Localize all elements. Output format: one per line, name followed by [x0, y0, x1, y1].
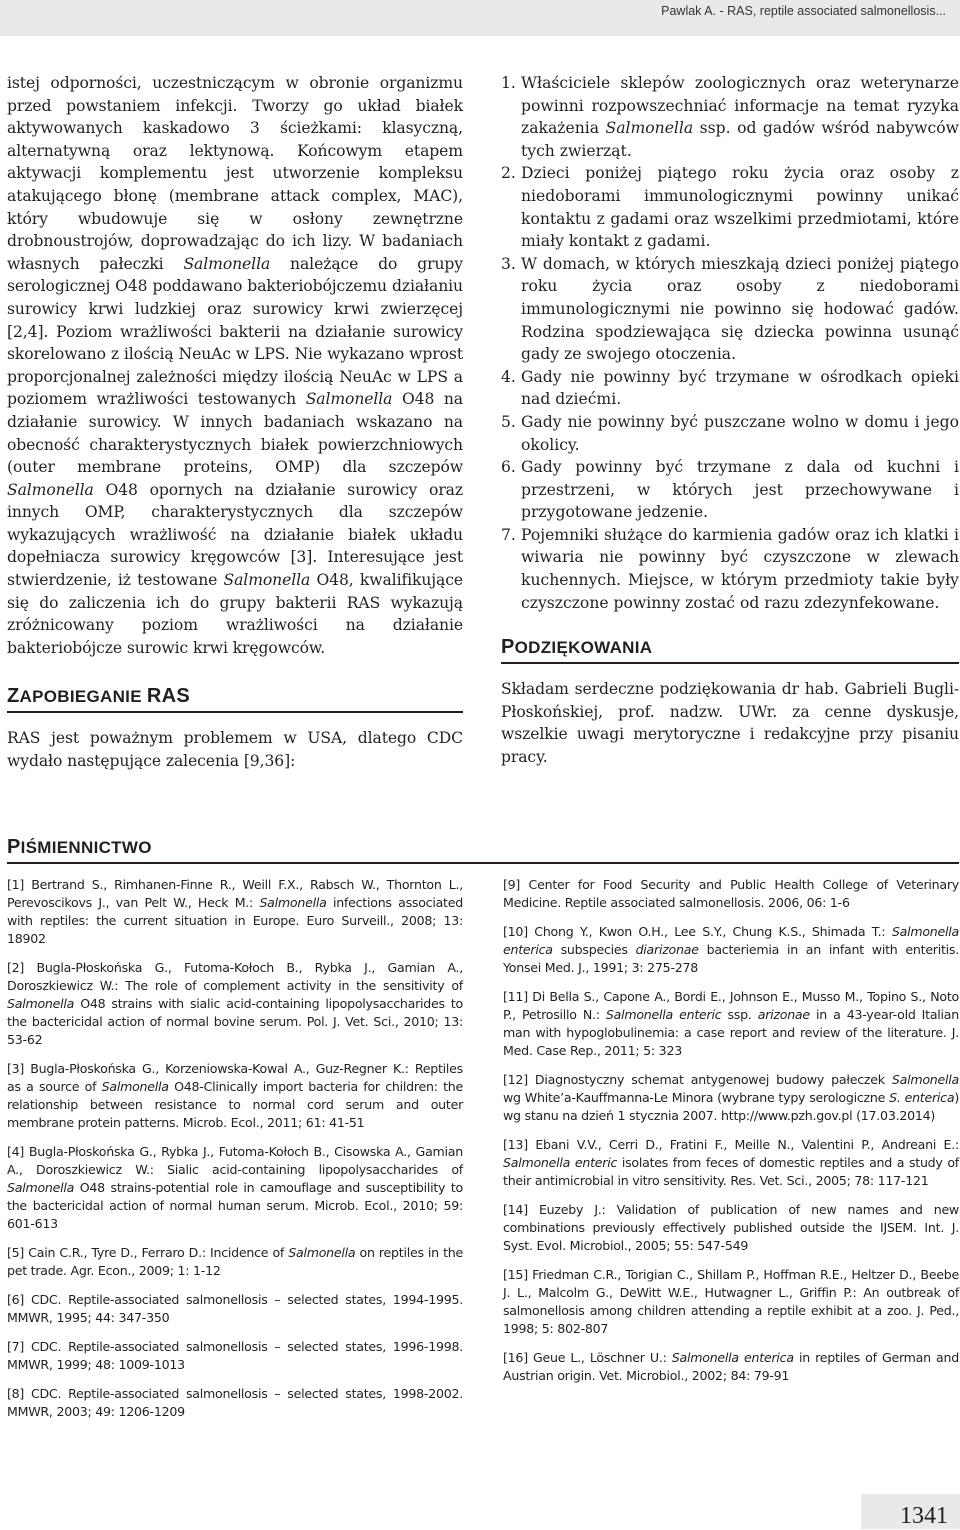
- recommendation-number: 3.: [501, 254, 516, 273]
- recommendation-text: Gady nie powinny być trzymane w ośrodkach opieki nad dziećmi.: [521, 367, 959, 409]
- reference-entry: [3] Bugla-Płoskońska G., Korzeniowska-Kowal A., Guz-Regner K.: Reptiles as a source of Salmonella O48-Clinically import bacteria for children: the relationship between resistance to normal cord serum and outer membrane protein patterns. Microb. Ecol., 2011; 61: 41-51: [7, 1061, 463, 1130]
- reference-entry: [2] Bugla-Płoskońska G., Futoma-Kołoch B., Rybka J., Gamian A., Doroszkiewicz W.: The role of complement activity in the sensitivity of Salmonella O48 strains with sialic acid-containing lipopolysaccharides to the bactericidal action of normal bovine serum. Pol. J. Vet. Sci., 2010; 13: 53-62: [7, 960, 463, 1047]
- reference-entry: [12] Diagnostyczny schemat antygenowej budowy pałeczek Salmonella wg White’a-Kauffmanna-Le Minora (wybrane typy serologiczne S. enterica) wg stanu na dzień 1 stycznia 2007. http://www.pzh.gov.pl (17.03.2014): [503, 1072, 959, 1123]
- recommendation-text: Właściciele sklepów zoologicznych oraz weterynarze powinni rozpowszechniać informacje na temat ryzyka zakażenia Salmonella ssp. od gadów wśród nabywców tych zwierząt.: [521, 74, 959, 160]
- recommendations-list: [501, 72, 959, 614]
- recommendation-text: Gady nie powinny być puszczane wolno w domu i jego okolicy.: [521, 412, 959, 454]
- reference-entry: [1] Bertrand S., Rimhanen-Finne R., Weill F.X., Rabsch W., Thornton L., Perevoscikovs J., van Pelt W., Heck M.: Salmonella infections associated with reptiles: the current situation in Europe. Euro Surveill., 2008; 13: 18902: [7, 877, 463, 946]
- running-header: [0, 0, 960, 36]
- recommendation-item: [501, 72, 959, 162]
- recommendation-item: [501, 162, 959, 252]
- reference-entry: [13] Ebani V.V., Cerri D., Fratini F., Meille N., Valentini P., Andreani E.: Salmonella enteric isolates from feces of domestic reptiles and a study of their antimicrobial in vitro sensitivity. Res. Vet. Sci., 2005; 78: 117-121: [503, 1137, 959, 1188]
- references-left-column: [7, 876, 463, 1432]
- recommendation-number: 7.: [501, 525, 516, 544]
- reference-entry: [7] CDC. Reptile-associated salmonellosis – selected states, 1996-1998. MMWR, 1999; 48: 1009-1013: [7, 1339, 463, 1372]
- section-rule: [7, 862, 959, 864]
- recommendation-number: 2.: [501, 164, 516, 183]
- recommendation-item: [501, 366, 959, 411]
- reference-entry: [9] Center for Food Security and Public Health College of Veterinary Medicine. Reptile associated salmonellosis. 2006, 06: 1-6: [503, 877, 959, 910]
- reference-entry: [16] Geue L., Löschner U.: Salmonella enterica in reptiles of German and Austrian origin. Vet. Microbiol., 2002; 84: 79-91: [503, 1350, 959, 1383]
- reference-entry: [10] Chong Y., Kwon O.H., Lee S.Y., Chung K.S., Shimada T.: Salmonella enterica subspecies diarizonae bacteriemia in an infant with enteritis. Yonsei Med. J., 1991; 3: 275-278: [503, 924, 959, 975]
- recommendation-text: W domach, w których mieszkają dzieci poniżej piątego roku życia oraz osoby z niedoborami immunologicznymi nie powinno się hodować gadów. Rodzina spodziewająca się dziecka powinna usunąć gady ze swojego otoczenia.: [521, 254, 959, 364]
- references-heading: PIŚMIENNICTWO: [7, 836, 152, 858]
- reference-entry: [14] Euzeby J.: Validation of publication of new names and new combinations previously effectively published outside the IJSEM. Int. J. Syst. Evol. Microbiol., 2005; 55: 547-549: [503, 1202, 959, 1253]
- references-right-column: [503, 876, 959, 1396]
- recommendation-number: 1.: [501, 74, 516, 92]
- reference-entry: [15] Friedman C.R., Torigian C., Shillam P., Hoffman R.E., Heltzer D., Beebe J. L., Malcolm G., DeWitt W.E., Hutwagner L., Griffin P.: An outbreak of salmonellosis among children attending a reptile exhibit at a zoo. J. Ped., 1998; 5: 802-807: [503, 1267, 959, 1336]
- recommendation-number: 4.: [501, 367, 516, 386]
- references-heading-block: [7, 836, 959, 864]
- recommendation-item: [501, 253, 959, 366]
- recommendation-number: 6.: [501, 458, 516, 477]
- reference-entry: [4] Bugla-Płoskońska G., Rybka J., Futoma-Kołoch B., Cisowska A., Gamian A., Doroszkiewicz W.: Sialic acid-containing lipopolysaccharides of Salmonella O48 strains-potential role in camouflage and susceptibility to the bactericidal action of normal human serum. Microb. Ecol., 2010; 59: 601-613: [7, 1144, 463, 1231]
- reference-entry: [8] CDC. Reptile-associated salmonellosis – selected states, 1998-2002. MMWR, 2003; 49: 1206-1209: [7, 1386, 463, 1419]
- recommendation-number: 5.: [501, 412, 516, 431]
- right-column: [501, 72, 959, 769]
- recommendation-text: Dzieci poniżej piątego roku życia oraz osoby z niedoborami immunologicznymi powinny unikać kontaktu z gadami oraz wszelkimi przedmiotami, które miały kontakt z gadami.: [521, 164, 959, 251]
- left-column: [7, 72, 463, 773]
- body-paragraph-ras: RAS jest poważnym problemem w USA, dlatego CDC wydało następujące zalecenia [9,36]:: [7, 729, 463, 771]
- recommendation-text: Pojemniki służące do karmienia gadów oraz ich klatki i wiwaria nie powinny być czyszczone w zlewach kuchennych. Miejsce, w którym przedmioty takie były czyszczone powinny zostać od razu zdezynfekowane.: [521, 525, 959, 612]
- recommendation-text: Gady powinny być trzymane z dala od kuchni i przestrzeni, w których jest przechowywane i przygotowane jedzenie.: [521, 458, 959, 522]
- section-heading-podziekowania: PODZIĘKOWANIA: [501, 636, 653, 659]
- recommendation-item: [501, 411, 959, 456]
- page-number: 1341: [900, 1503, 948, 1529]
- reference-entry: [5] Cain C.R., Tyre D., Ferraro D.: Incidence of Salmonella on reptiles in the pet trade. Agr. Econ., 2009; 1: 1-12: [7, 1245, 463, 1278]
- recommendation-item: [501, 524, 959, 614]
- running-title: Pawlak A. - RAS, reptile associated salmonellosis...: [661, 4, 946, 18]
- section-heading-zapobieganie: ZAPOBIEGANIE RAS: [7, 685, 191, 708]
- reference-entry: [6] CDC. Reptile-associated salmonellosis – selected states, 1994-1995. MMWR, 1995; 44: 347-350: [7, 1292, 463, 1325]
- reference-entry: [11] Di Bella S., Capone A., Bordi E., Johnson E., Musso M., Topino S., Noto P., Petrosillo N.: Salmonella enteric ssp. arizonae in a 43-year-old Italian man with hypoglobulinemia: a case report and review of the literature. J. Med. Case Rep., 2011; 5: 323: [503, 989, 959, 1058]
- recommendation-item: [501, 456, 959, 524]
- acknowledgements-paragraph: Składam serdeczne podziękowania dr hab. Gabrieli Bugli-Płoskońskiej, prof. nadzw. UWr. za cenne dyskusje, wszelkie uwagi merytoryczne i redakcyjne przy pisaniu pracy.: [501, 680, 959, 767]
- body-paragraph-intro: istej odporności, uczestniczącym w obronie organizmu przed powstaniem infekcji. Tworzy go układ białek aktywowanych kaskadowo 3 ścieżkami: klasyczną, alternatywną oraz lektynową. Końcowym etapem aktywacji komplementu jest utworzenie kompleksu atakującego błonę (membrane attack complex, MAC), który wbudowuje się w osłony zewnętrzne drobnoustrojów, doprowadzając do ich lizy. W badaniach własnych pałeczki Salmonella należące do grupy serologicznej O48 poddawano bakteriobójczemu działaniu surowicy krwi ludzkiej oraz surowicy krwi zwierzęcej [2,4]. Poziom wrażliwości bakterii na działanie surowicy skorelowano z ilością NeuAc w LPS. Nie wykazano wprost proporcjonalnej zależności między ilością NeuAc w LPS a poziomem wrażliwości testowanych Salmonella O48 na działanie surowicy. W innych badaniach wskazano na obecność charakterystycznych białek powierzchniowych (outer membrane proteins, OMP) dla szczepów Salmonella O48 opornych na działanie surowicy oraz innych OMP, charakterystycznych dla szczepów wykazujących wrażliwość na działanie białek układu dopełniacza surowicy kręgowców [3]. Interesujące jest stwierdzenie, iż testowane Salmonella O48, kwalifikujące się do zaliczenia ich do grupy bakterii RAS wykazują zróżnicowany poziom wrażliwości na działanie bakteriobójcze surowic krwi kręgowców.: [7, 74, 463, 657]
